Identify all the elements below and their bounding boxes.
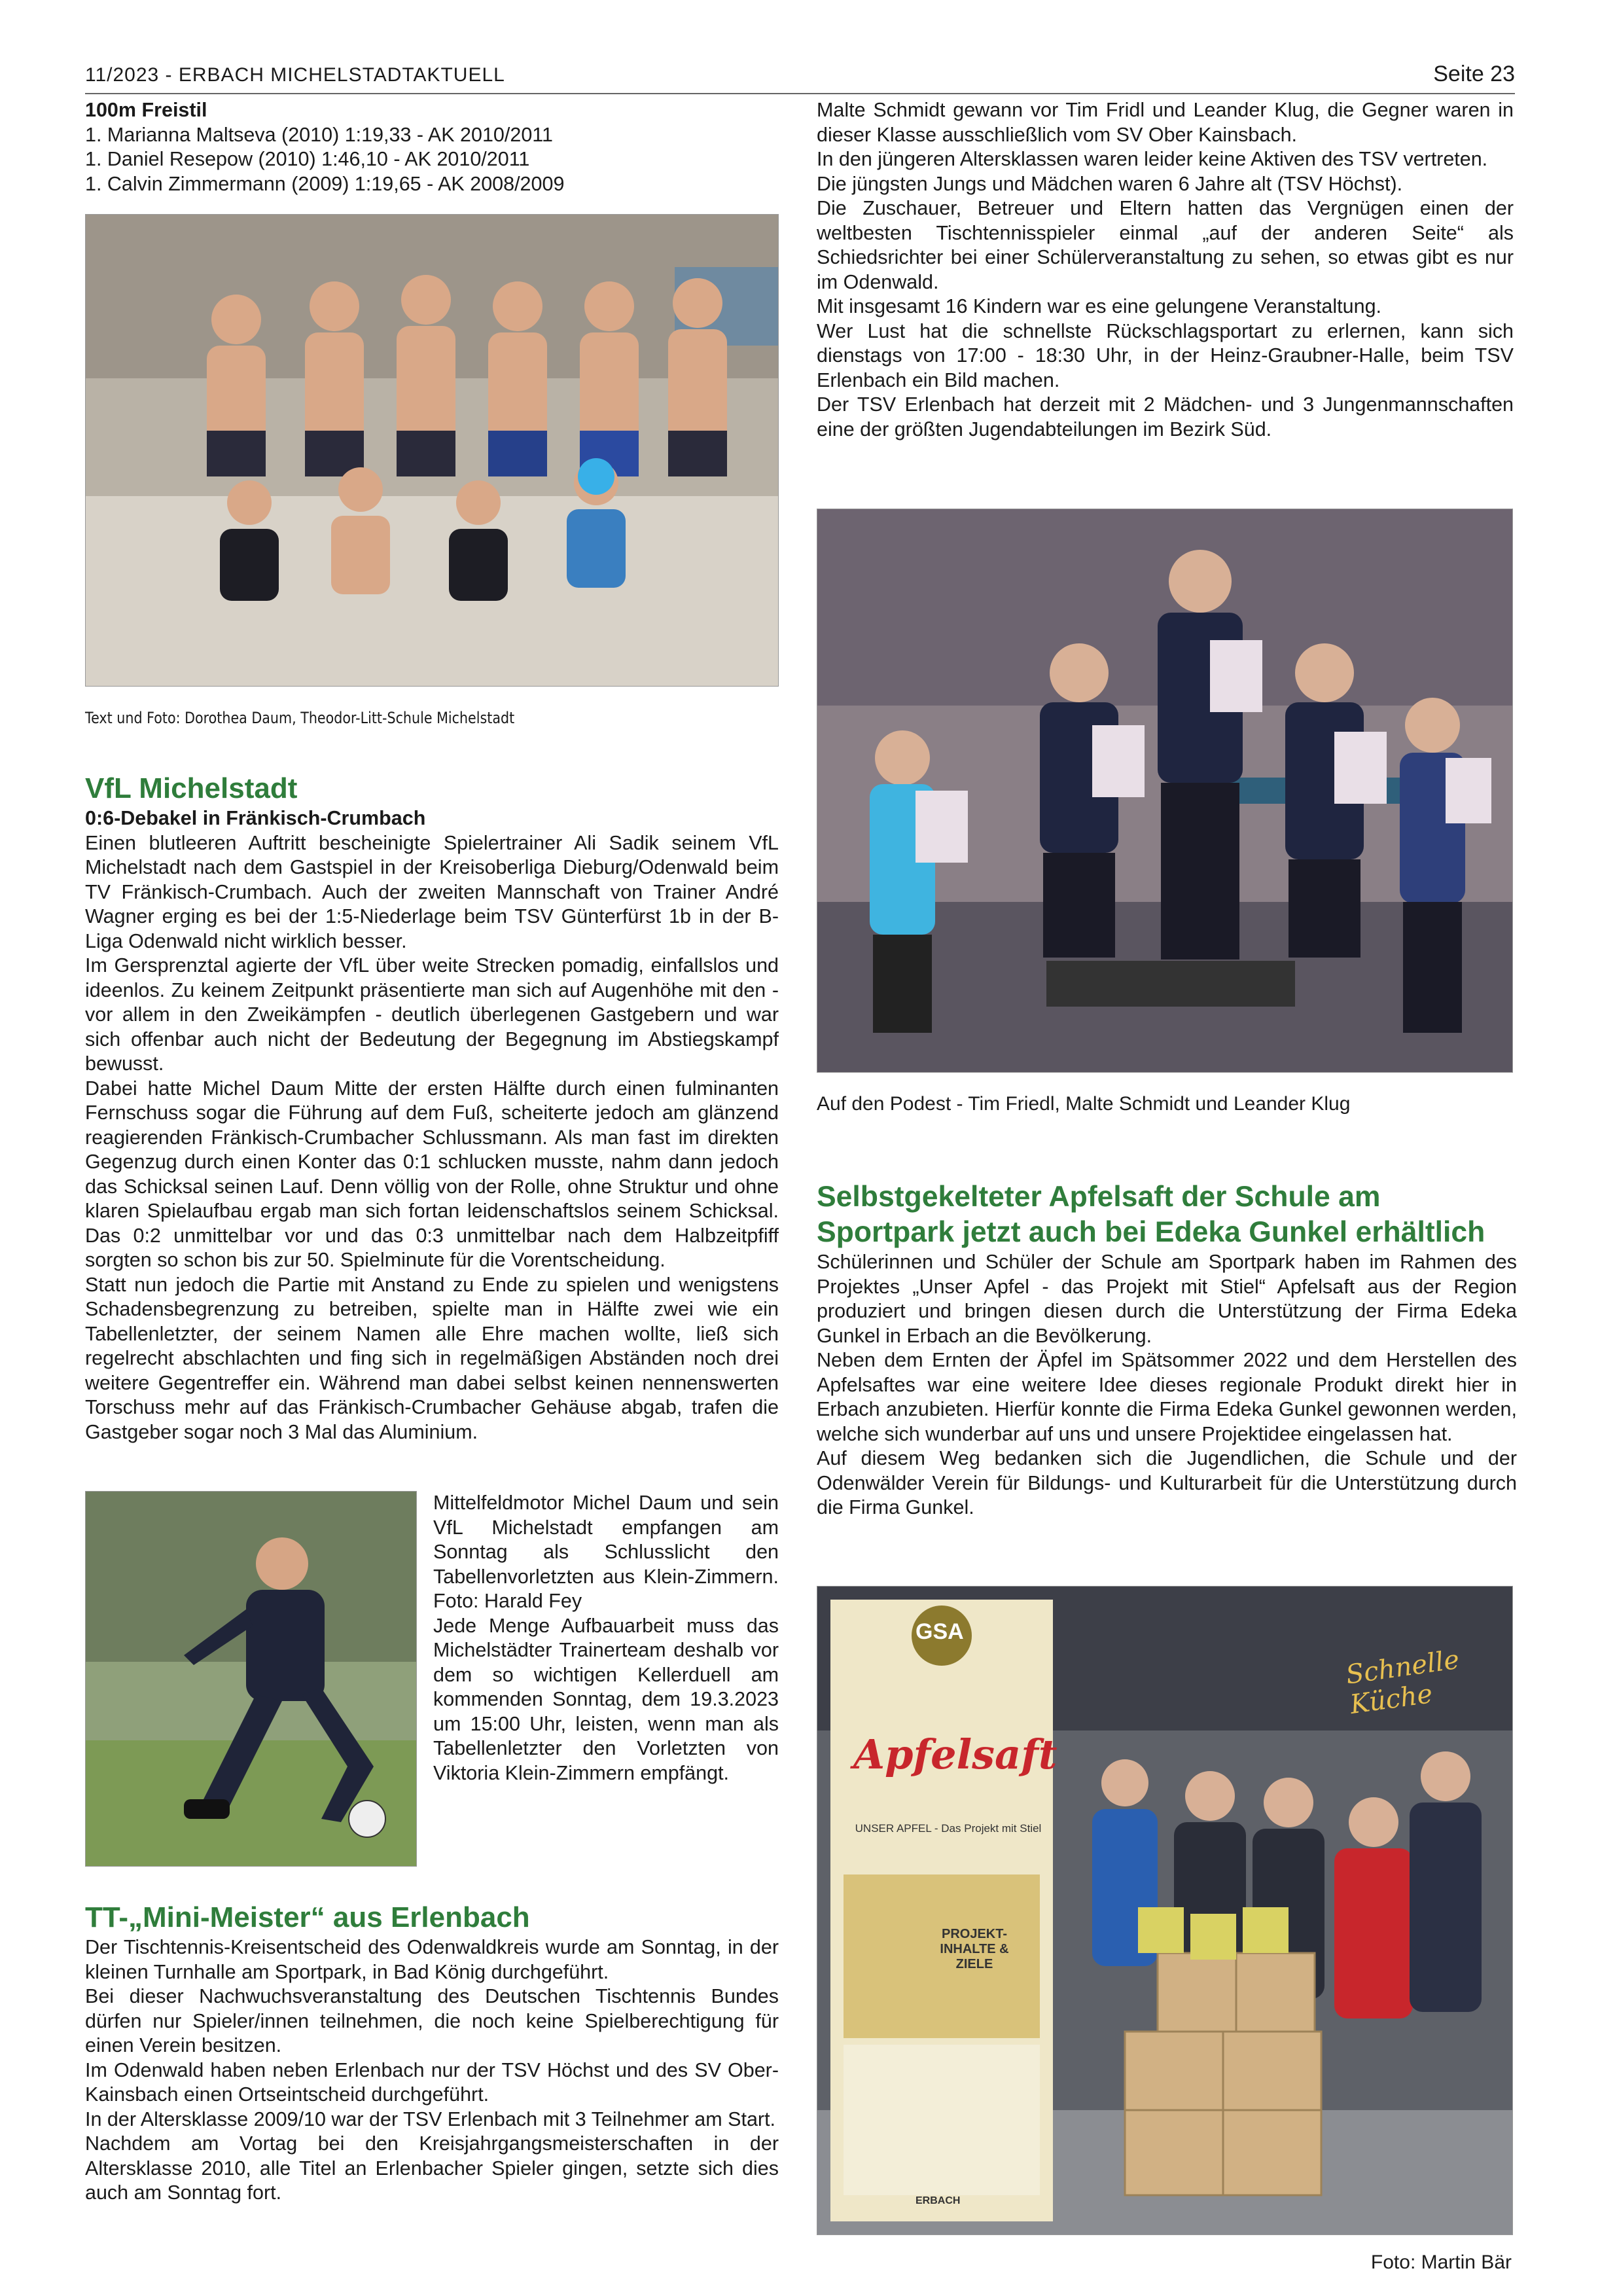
banner-subtitle: UNSER APFEL - Das Projekt mit Stiel [855, 1822, 1042, 1835]
swim-title: 100m Freistil [85, 99, 207, 121]
banner-box-title: PROJEKT-INHALTE & ZIELE [940, 1927, 1009, 1971]
vfl-heading: VfL Michelstadt [85, 772, 298, 804]
apfel-paragraph: Schülerinnen und Schüler der Schule am Sportpark haben im Rahmen des Projektes „Unser Apfel - das Projekt mit Stiel“ Apfelsaft aus der Region produziert und bringen diesen durch die Unterstützung der Firma Edeka Gunkel in Erbach an die Bevölkerung. [817, 1251, 1517, 1347]
tt-right-paragraph: Wer Lust hat die schnellste Rückschlagsportart zu erlernen, kann sich dienstags von 17:00 - 18:30 Uhr, in der Heinz-Graubner-Halle, beim TSV Erlenbach ein Bild machen. [817, 319, 1514, 391]
vfl-subheading: 0:6-Debakel in Fränkisch-Crumbach [85, 807, 426, 829]
soccer-player-photo [85, 1491, 417, 1867]
vfl-photo-caption: Mittelfeldmotor Michel Daum und sein VfL Michelstadt empfangen am Sonntag als Schlusslicht den Tabellenvorletzten aus Klein-Zimmern. Foto: Harald Fey [433, 1492, 779, 1612]
banner-apfelsaft-title: Apfelsaft [853, 1731, 1058, 1778]
vfl-article [85, 771, 779, 1444]
tt-paragraph: Der Tischtennis-Kreisentscheid des Odenwaldkreis wurde am Sonntag, in der kleinen Turnhalle am Sportpark, in Bad König durchgeführt. [85, 1936, 779, 1983]
vfl-body [85, 831, 779, 1445]
tt-right-paragraph: Der TSV Erlenbach hat derzeit mit 2 Mädchen- und 3 Jungenmannschaften eine der größten Jugendabteilungen im Bezirk Süd. [817, 393, 1514, 440]
tt-paragraph: In der Altersklasse 2009/10 war der TSV Erlenbach mit 3 Teilnehmer am Start. [85, 2108, 776, 2130]
swim-result-3: 1. Calvin Zimmermann (2009) 1:19,65 - AK 2008/2009 [85, 172, 565, 195]
tt-paragraph: Nachdem am Vortag bei den Kreisjahrgangsmeisterschaften in der Altersklasse 2010, alle Titel an Erlenbacher Spieler gingen, setzte sich dies auch am Sonntag fort. [85, 2132, 779, 2204]
apfel-heading-line2: Sportpark jetzt auch bei Edeka Gunkel erhältlich [817, 1216, 1485, 1248]
swim-result-2: 1. Daniel Resepow (2010) 1:46,10 - AK 2010/2011 [85, 148, 530, 170]
tt-podium-photo [817, 509, 1513, 1073]
page-header-left: 11/2023 - ERBACH MICHELSTADTAKTUELL [85, 64, 505, 86]
apfel-heading-line1: Selbstgekelteter Apfelsaft der Schule am [817, 1181, 1381, 1213]
apfel-body [817, 1250, 1517, 1520]
vfl-paragraph: Einen blutleeren Auftritt bescheinigte Spielertrainer Ali Sadik seinem VfL Michelstadt nach dem Gastspiel in der Kreisoberliga Dieburg/Odenwald beim TV Fränkisch-Crumbach. Auch der zweiten Mannschaft von Trainer André Wagner erging es bei der 1:5-Niederlage beim TSV Günterfürst 1b in der B-Liga Odenwald nicht wirklich besser. [85, 831, 779, 952]
tt-paragraph: Bei dieser Nachwuchsveranstaltung des Deutschen Tischtennis Bundes dürfen nur Spieler/innen teilnehmen, die noch keine Spielberechtigung für einen Verein besitzen. [85, 1985, 779, 2056]
tt-right-paragraph: Die Zuschauer, Betreuer und Eltern hatten das Vergnügen einen der weltbesten Tischtennisspieler einmal „auf der anderen Seite“ als Schiedsrichter bei einer Schülerveranstaltung zu sehen, so etwas gibt es nur im Odenwald. [817, 197, 1514, 293]
banner-footer-logo: ERBACH [916, 2195, 961, 2206]
vfl-closing-paragraph: Jede Menge Aufbauarbeit muss das Michelstädter Trainerteam deshalb vor dem so wichtigen Kellerduell am kommenden Sonntag, dem 19.3.2023 um 15:00 Uhr, leisten, wenn man als Tabellenletzter den Vorletzten von Viktoria Klein-Zimmern empfängt. [433, 1614, 779, 1784]
apfel-heading [817, 1179, 1517, 1250]
tt-right-paragraph: Malte Schmidt gewann vor Tim Fridl und Leander Klug, die Gegner waren in dieser Klasse ausschließlich vom SV Ober Kainsbach. [817, 99, 1514, 146]
apfel-paragraph: Auf diesem Weg bedanken sich die Jugendlichen, die Schule und der Odenwälder Verein für Bildungs- und Kulturarbeit für die Unterstützung durch die Firma Gunkel. [817, 1447, 1517, 1518]
header-rule [85, 93, 1515, 94]
apfel-paragraph: Neben dem Ernten der Äpfel im Spätsommer 2022 und dem Herstellen des Apfelsaftes war eine weitere Idee dieses regionale Produkt direkt hier in Erbach anzubieten. Hierfür konnte die Firma Edeka Gunkel gewonnen werden, welche sich wunderbar auf uns und unsere Projektidee eingelassen hat. [817, 1349, 1517, 1445]
swim-result-1: 1. Marianna Maltseva (2010) 1:19,33 - AK 2010/2011 [85, 123, 553, 146]
vfl-paragraph: Statt nun jedoch die Partie mit Anstand zu Ende zu spielen und wenigstens Schadensbegrenzung zu betreiben, spielte man in Hälfte zwei wie ein Tabellenletzter, der seinem Namen alle Ehre machen wollte, ließ sich regelrecht abschlachten und fing sich in regelmäßigen Abständen noch drei weitere Gegentreffer ein. Während man dabei selbst keinen nennenswerten Torschuss mehr auf das Fränkisch-Crumbacher Gehäuse abgab, trafen die Gastgeber sogar noch 3 Mal das Aluminium. [85, 1273, 779, 1443]
tt-heading: TT-„Mini-Meister“ aus Erlenbach [85, 1901, 530, 1933]
swim-team-photo [85, 214, 779, 687]
soccer-photo-caption [433, 1491, 779, 1785]
vfl-paragraph: Dabei hatte Michel Daum Mitte der ersten Hälfte durch einen fulminanten Fernschuss sogar die Führung auf dem Fuß, scheiterte jedoch am glänzend reagierenden Fränkisch-Crumbacher Schlussmann. Als man fast im direkten Gegenzug durch einen Konter das 0:1 schlucken musste, nahm dann jedoch das Schicksal seinen Lauf. Denn völlig von der Rolle, ohne Struktur und ohne klaren Spielaufbau ergab man sich fortan leidenschaftslos seinem Schicksal. Das 0:2 unmittelbar vor und das 0:3 unmittelbar nach dem Halbzeitpfiff sorgten so schon bis zur 50. Spielminute für die Vorentscheidung. [85, 1077, 779, 1271]
tt-right-paragraph: Mit insgesamt 16 Kindern war es eine gelungene Veranstaltung. [817, 295, 1382, 317]
banner-brand-logo: GSA [916, 1619, 964, 1644]
tt-right-paragraph: In den jüngeren Altersklassen waren leider keine Aktiven des TSV vertreten. [817, 148, 1488, 170]
tt-right-paragraph: Die jüngsten Jungs und Mädchen waren 6 Jahre alt (TSV Höchst). [817, 172, 1403, 195]
tt-continued [817, 98, 1514, 442]
shop-sign: Schnelle Küche [1343, 1644, 1461, 1721]
apfelsaft-photo [817, 1586, 1513, 2235]
swim-photo-credit: Text und Foto: Dorothea Daum, Theodor-Litt-Schule Michelstadt [85, 709, 515, 727]
swim-results [85, 98, 779, 196]
tt-paragraph: Im Odenwald haben neben Erlenbach nur der TSV Höchst und des SV Ober-Kainsbach einen Ortseintscheid durchgeführt. [85, 2058, 779, 2106]
apfel-article [817, 1179, 1517, 1520]
vfl-paragraph: Im Gersprenztal agierte der VfL über weite Strecken pomadig, einfallslos und ideenlos. Zu keinem Zeitpunkt präsentierte man sich auf Augenhöhe mit den - vor allem in den Zweikämpfen - deutlich überlegenen Gastgebern und war sich offenbar auch nicht der Bedeutung der Begegnung im Abstiegskampf bewusst. [85, 954, 779, 1075]
tt-body [85, 1935, 779, 2206]
tt-article [85, 1900, 779, 2206]
tt-photo-caption: Auf den Podest - Tim Friedl, Malte Schmidt und Leander Klug [817, 1093, 1351, 1115]
apfelsaft-photo-credit: Foto: Martin Bär [1370, 2251, 1512, 2273]
page-number: Seite 23 [1433, 62, 1515, 86]
